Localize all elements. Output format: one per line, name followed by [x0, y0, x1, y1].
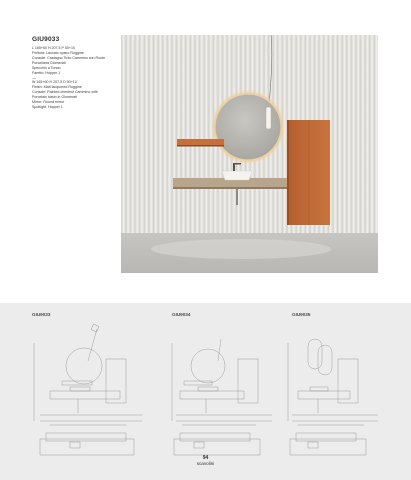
- spec-line-en: Finish: Matt lacquered Ruggine: [32, 85, 82, 90]
- brand-name: scavolini: [196, 461, 215, 466]
- page-footer: [0, 455, 411, 467]
- drawing-giu9035: [284, 321, 384, 471]
- drawing-giu9033: [30, 321, 150, 471]
- spec-line-en: Spotlight: Hopper 1: [32, 104, 63, 109]
- product-spec: [32, 36, 116, 110]
- drawing-giu9034: [168, 321, 278, 471]
- spec-line-it: Porcellana Glomerati: [32, 60, 66, 65]
- spec-line-en: Console: Painted chestnut Cammino with: [32, 90, 98, 95]
- spec-line-en: Porcelain basin in Glomerati: [32, 95, 77, 100]
- spec-line-it: Specchio a Tondo: [32, 65, 61, 70]
- spec-separator: —: [32, 75, 36, 81]
- spec-line-it: Console: Castagno Tinto Cammino con Ruote: [32, 55, 106, 60]
- spec-line-en: Mirror: Round mirror: [32, 100, 65, 105]
- spec-line-it: L 165+60 H 207.5 P 50+10: [32, 46, 75, 50]
- technical-drawings: [0, 303, 411, 480]
- spec-line-it: Faretto: Hopper 1: [32, 70, 61, 75]
- drawing-label: GIU9035: [292, 312, 311, 317]
- product-code: GIU9033: [32, 36, 60, 43]
- product-photo: [121, 35, 378, 273]
- drawing-label: GIU9034: [172, 312, 191, 317]
- page-number: 94: [202, 455, 209, 461]
- spec-line-it: Finitura: Laccato opaco Ruggine: [32, 50, 84, 55]
- spec-line-en: W 165+60 H 207.5 D 50+10: [32, 80, 77, 85]
- drawing-label: GIU9033: [32, 312, 51, 317]
